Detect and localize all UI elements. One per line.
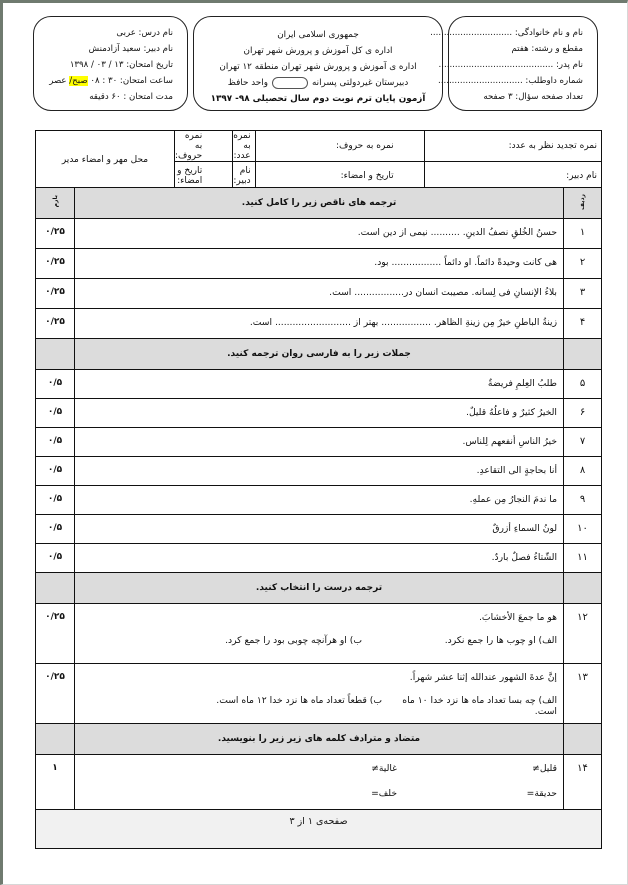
section-header	[36, 188, 602, 219]
republic-title: جمهوری اسلامی ایران	[277, 30, 359, 40]
student-name: نام و نام خانوادگی: ..............................	[430, 28, 583, 38]
question-text	[75, 309, 564, 339]
question-number: ۴	[564, 309, 602, 339]
question-number: ۶	[564, 399, 602, 428]
question-score: ۰/۵	[36, 428, 75, 457]
school-branch: واحد حافظ	[227, 78, 268, 88]
general-office: اداره ی کل آموزش و پرورش شهر تهران	[243, 46, 393, 56]
question-text	[75, 486, 564, 515]
question-text	[75, 457, 564, 486]
option-b[interactable]: ب) او هرآنچه چوبی بود را جمع کرد.	[225, 635, 362, 646]
exam-info-box	[33, 16, 188, 111]
question-number: ۱۴	[564, 755, 602, 810]
question-text	[75, 428, 564, 457]
student-grade: مقطع و رشته: هفتم	[511, 44, 583, 54]
option-a[interactable]: الف) چه بسا تعداد ماه ها نزد خدا ۱۰ ماه است.	[402, 695, 557, 717]
question-sentence: هو ما جمعَ الأخشابَ.	[479, 612, 557, 623]
question-text	[75, 279, 564, 309]
question-sentence: الخیرُ کثیرٌ و فاعلُهُ قلیلٌ.	[466, 407, 557, 418]
school-info-box	[193, 16, 443, 111]
question-sentence: لونُ السماءِ أزرقٌ	[492, 523, 557, 534]
question-row	[36, 544, 602, 573]
question-text	[75, 249, 564, 279]
section-header	[36, 724, 602, 755]
exam-time-highlight: صبح/	[69, 76, 88, 86]
section-title: ترجمه های ناقص زیر را کامل کنید.	[75, 188, 564, 219]
question-score: ۰/۵	[36, 486, 75, 515]
section-header	[36, 339, 602, 370]
page-footer	[36, 810, 602, 849]
question-number: ۱۳	[564, 664, 602, 724]
question-sentence: ما ندمَ النجارُ مِن عملهِ.	[469, 494, 557, 505]
question-sentence: حسنُ الخُلقِ نصفُ الدینِ. .......... نیمی از دین است.	[357, 227, 557, 238]
question-row	[36, 428, 602, 457]
page-count: تعداد صفحه سؤال: ۳ صفحه	[483, 92, 583, 102]
question-number: ۹	[564, 486, 602, 515]
score-column-header	[36, 339, 75, 370]
question-sentence: خیرُ الناسِ أنفعهم لِلناس.	[462, 436, 557, 447]
course-name: نام درس: عربی	[116, 28, 173, 38]
principal-stamp: محل مهر و امضاء مدیر	[36, 131, 175, 190]
score-column-header	[36, 724, 75, 755]
question-row	[36, 370, 602, 399]
question-row	[36, 486, 602, 515]
question-score: ۰/۵	[36, 370, 75, 399]
score-num: نمره به عدد:	[233, 131, 255, 162]
question-number: ۱۰	[564, 515, 602, 544]
row-label: ردیف	[579, 193, 586, 210]
score-column-header	[36, 188, 75, 219]
question-number: ۱	[564, 219, 602, 249]
exam-title: آزمون پایان ترم نوبت دوم سال تحصیلی ۹۸- ۱۳۹۷	[210, 94, 426, 104]
exam-time	[34, 73, 187, 89]
revised-score-num: نمره تجدید نظر به عدد:	[424, 131, 601, 162]
revised-score-words: نمره به حروف:	[255, 131, 424, 162]
district-office: اداره ی آموزش و پرورش شهر تهران منطقه ۱۲ تهران	[219, 62, 417, 72]
question-number: ۷	[564, 428, 602, 457]
question-score: ۰/۵	[36, 515, 75, 544]
revised-teacher: نام دبیر:	[424, 162, 601, 190]
question-score: ۰/۲۵	[36, 604, 75, 664]
question-score: ۰/۲۵	[36, 219, 75, 249]
questions-table	[35, 187, 602, 849]
question-row	[36, 279, 602, 309]
exam-time-value: ساعت امتحان: ۳۰ : ۰۸	[90, 76, 173, 86]
question-row	[36, 219, 602, 249]
question-text	[75, 399, 564, 428]
question-sentence: أنا بحاجةٍ الی التقاعدِ.	[476, 465, 557, 476]
question-sentence: إنَّ عدةَ الشهور عندالله إثنا عشر شهراً.	[409, 672, 557, 683]
question-score: ۱	[36, 755, 75, 810]
score-table	[35, 130, 602, 190]
score-label: بارم	[51, 195, 59, 208]
question-sentence: زینةُ الباطنِ خیرٌ مِن زینةِ الظاهر. ................. بهتر از .......................... است.	[249, 317, 557, 328]
student-number: شماره داوطلب: ...............................	[438, 76, 583, 86]
teacher-field: نام دبیر:	[233, 162, 255, 190]
school-name	[194, 75, 442, 91]
question-text	[75, 219, 564, 249]
revised-date-sign: تاریخ و امضاء:	[255, 162, 424, 190]
question-text	[75, 604, 564, 664]
question-score: ۰/۵	[36, 544, 75, 573]
school-logo-icon	[272, 77, 308, 89]
student-info-box	[430, 16, 598, 111]
date-sign-field: تاریخ و امضاء:	[174, 162, 232, 190]
word-3: حدیقة=	[526, 788, 557, 799]
row-column-header	[564, 573, 602, 604]
question-score: ۰/۵	[36, 399, 75, 428]
question-row	[36, 399, 602, 428]
question-text	[75, 544, 564, 573]
question-sentence: بلاءُ الإنسانِ فی لِسانه. مصیبت انسان در................. است.	[329, 287, 557, 298]
question-score: ۰/۲۵	[36, 249, 75, 279]
question-sentence: طلبُ العِلمِ فریضةٌ	[487, 378, 557, 389]
teacher-name: نام دبیر: سعید آزادمنش	[88, 44, 173, 54]
row-column-header	[564, 339, 602, 370]
score-words: نمره به حروف:	[174, 131, 232, 162]
question-row	[36, 457, 602, 486]
question-number: ۲	[564, 249, 602, 279]
row-column-header	[564, 188, 602, 219]
question-sentence: الشّتاءُ فصلٌ باردٌ.	[491, 552, 557, 563]
question-sentence: هی کانت وحیدةً دائماً. او دائماً ................. بود.	[374, 257, 557, 268]
question-row	[36, 755, 602, 810]
option-a[interactable]: الف) او چوب ها را جمع نکرد.	[444, 635, 557, 646]
section-title: متضاد و مترادف کلمه های زیر زیر را بنویسید.	[75, 724, 564, 755]
question-score: ۰/۵	[36, 457, 75, 486]
school-prefix: دبیرستان غیردولتی پسرانه	[311, 78, 409, 88]
question-score: ۰/۲۵	[36, 309, 75, 339]
section-header	[36, 573, 602, 604]
row-column-header	[564, 724, 602, 755]
question-number: ۸	[564, 457, 602, 486]
word-4: خلف=	[371, 788, 397, 799]
option-b[interactable]: ب) قطعاً تعداد ماه ها نزد خدا ۱۲ ماه است.	[216, 695, 382, 706]
exam-date: تاریخ امتحان: ۱۳ / ۰۳ / ۱۳۹۸	[69, 60, 173, 70]
question-number: ۵	[564, 370, 602, 399]
question-text	[75, 664, 564, 724]
page-number: صفحه‌ی ۱ از ۳	[289, 816, 348, 827]
word-2: غالیة≠	[371, 763, 397, 774]
question-row	[36, 604, 602, 664]
question-row	[36, 664, 602, 724]
question-row	[36, 515, 602, 544]
section-title: جملات زیر را به فارسی روان ترجمه کنید.	[75, 339, 564, 370]
question-number: ۳	[564, 279, 602, 309]
question-score: ۰/۲۵	[36, 664, 75, 724]
question-text	[75, 755, 564, 810]
question-number: ۱۲	[564, 604, 602, 664]
question-number: ۱۱	[564, 544, 602, 573]
father-name: نام پدر: ..........................................	[438, 60, 583, 70]
question-row	[36, 309, 602, 339]
exam-time-suffix: عصر	[49, 76, 70, 86]
section-title: ترجمه درست را انتخاب کنید.	[75, 573, 564, 604]
exam-duration: مدت امتحان : ۶۰ دقیقه	[89, 92, 173, 102]
score-column-header	[36, 573, 75, 604]
word-1: قلیل≠	[532, 763, 557, 774]
question-text	[75, 515, 564, 544]
question-text	[75, 370, 564, 399]
question-score: ۰/۲۵	[36, 279, 75, 309]
question-row	[36, 249, 602, 279]
